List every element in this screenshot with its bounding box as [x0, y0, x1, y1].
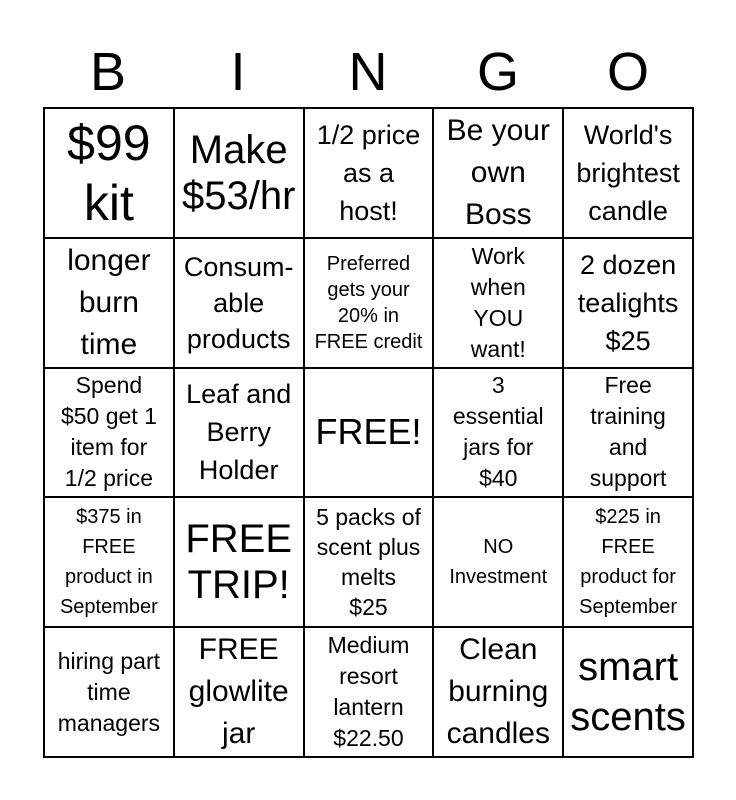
header-letter-g: G: [476, 42, 519, 102]
cell-text: World's brightest candle: [576, 119, 680, 226]
cell-text: 5 packs of scent plus melts $25: [316, 504, 421, 621]
bingo-cell[interactable]: [45, 369, 175, 499]
header-letter-b: B: [89, 42, 127, 102]
cell-text: NO Investment: [449, 536, 548, 589]
bingo-cell[interactable]: [305, 109, 435, 239]
bingo-cell[interactable]: [305, 239, 435, 369]
bingo-cell[interactable]: [434, 109, 564, 239]
header-letter-o: O: [606, 42, 649, 102]
cell-text: Work when YOU want!: [470, 242, 526, 362]
bingo-cell[interactable]: [434, 498, 564, 628]
cell-text: longer burn time: [67, 243, 151, 361]
cell-text: smart scents: [570, 645, 686, 740]
bingo-cell[interactable]: [305, 369, 435, 499]
bingo-cell[interactable]: [175, 239, 305, 369]
cell-text: Be your own Boss: [446, 113, 550, 231]
cell-text: Spend $50 get 1 item for 1/2 price: [60, 372, 157, 492]
cell-text: hiring part time managers: [57, 647, 161, 736]
cell-text: FREE!: [315, 411, 422, 453]
cell-text: $225 in FREE product for September: [579, 506, 678, 619]
bingo-cell[interactable]: [175, 109, 305, 239]
bingo-cell[interactable]: [175, 498, 305, 628]
bingo-cell[interactable]: [45, 498, 175, 628]
bingo-cell[interactable]: [564, 239, 694, 369]
bingo-cell[interactable]: [175, 628, 305, 758]
cell-text: Consum- able products: [183, 251, 294, 354]
cell-text: Medium resort lantern $22.50: [327, 632, 410, 752]
bingo-cell[interactable]: [564, 369, 694, 499]
cell-text: $99 kit: [67, 114, 151, 231]
header-letter-i: I: [230, 42, 246, 102]
cell-text: FREE glowlite jar: [188, 633, 289, 751]
cell-text: Preferred gets your 20% in FREE credit: [314, 252, 423, 353]
bingo-cell[interactable]: [434, 369, 564, 499]
bingo-cell[interactable]: [45, 628, 175, 758]
bingo-cell[interactable]: [305, 628, 435, 758]
bingo-cell[interactable]: [45, 109, 175, 239]
bingo-header: [43, 40, 693, 104]
bingo-cell[interactable]: [45, 239, 175, 369]
bingo-cell[interactable]: [564, 628, 694, 758]
bingo-cell[interactable]: [564, 498, 694, 628]
bingo-cell[interactable]: [305, 498, 435, 628]
cell-text: Leaf and Berry Holder: [186, 379, 292, 486]
cell-text: Make $53/hr: [181, 127, 296, 218]
cell-text: 1/2 price as a host!: [316, 119, 421, 226]
bingo-cell[interactable]: [564, 109, 694, 239]
cell-text: Clean burning candles: [446, 633, 550, 751]
bingo-card-grid: [43, 107, 694, 758]
bingo-cell[interactable]: [434, 239, 564, 369]
header-letter-n: N: [348, 42, 388, 102]
cell-text: FREE TRIP!: [185, 517, 293, 608]
bingo-cell[interactable]: [434, 628, 564, 758]
cell-text: 2 dozen tealights $25: [577, 249, 679, 356]
cell-text: 3 essential jars for $40: [452, 372, 544, 492]
cell-text: $375 in FREE product in September: [59, 506, 158, 619]
cell-text: Free training and support: [589, 372, 667, 492]
bingo-cell[interactable]: [175, 369, 305, 499]
